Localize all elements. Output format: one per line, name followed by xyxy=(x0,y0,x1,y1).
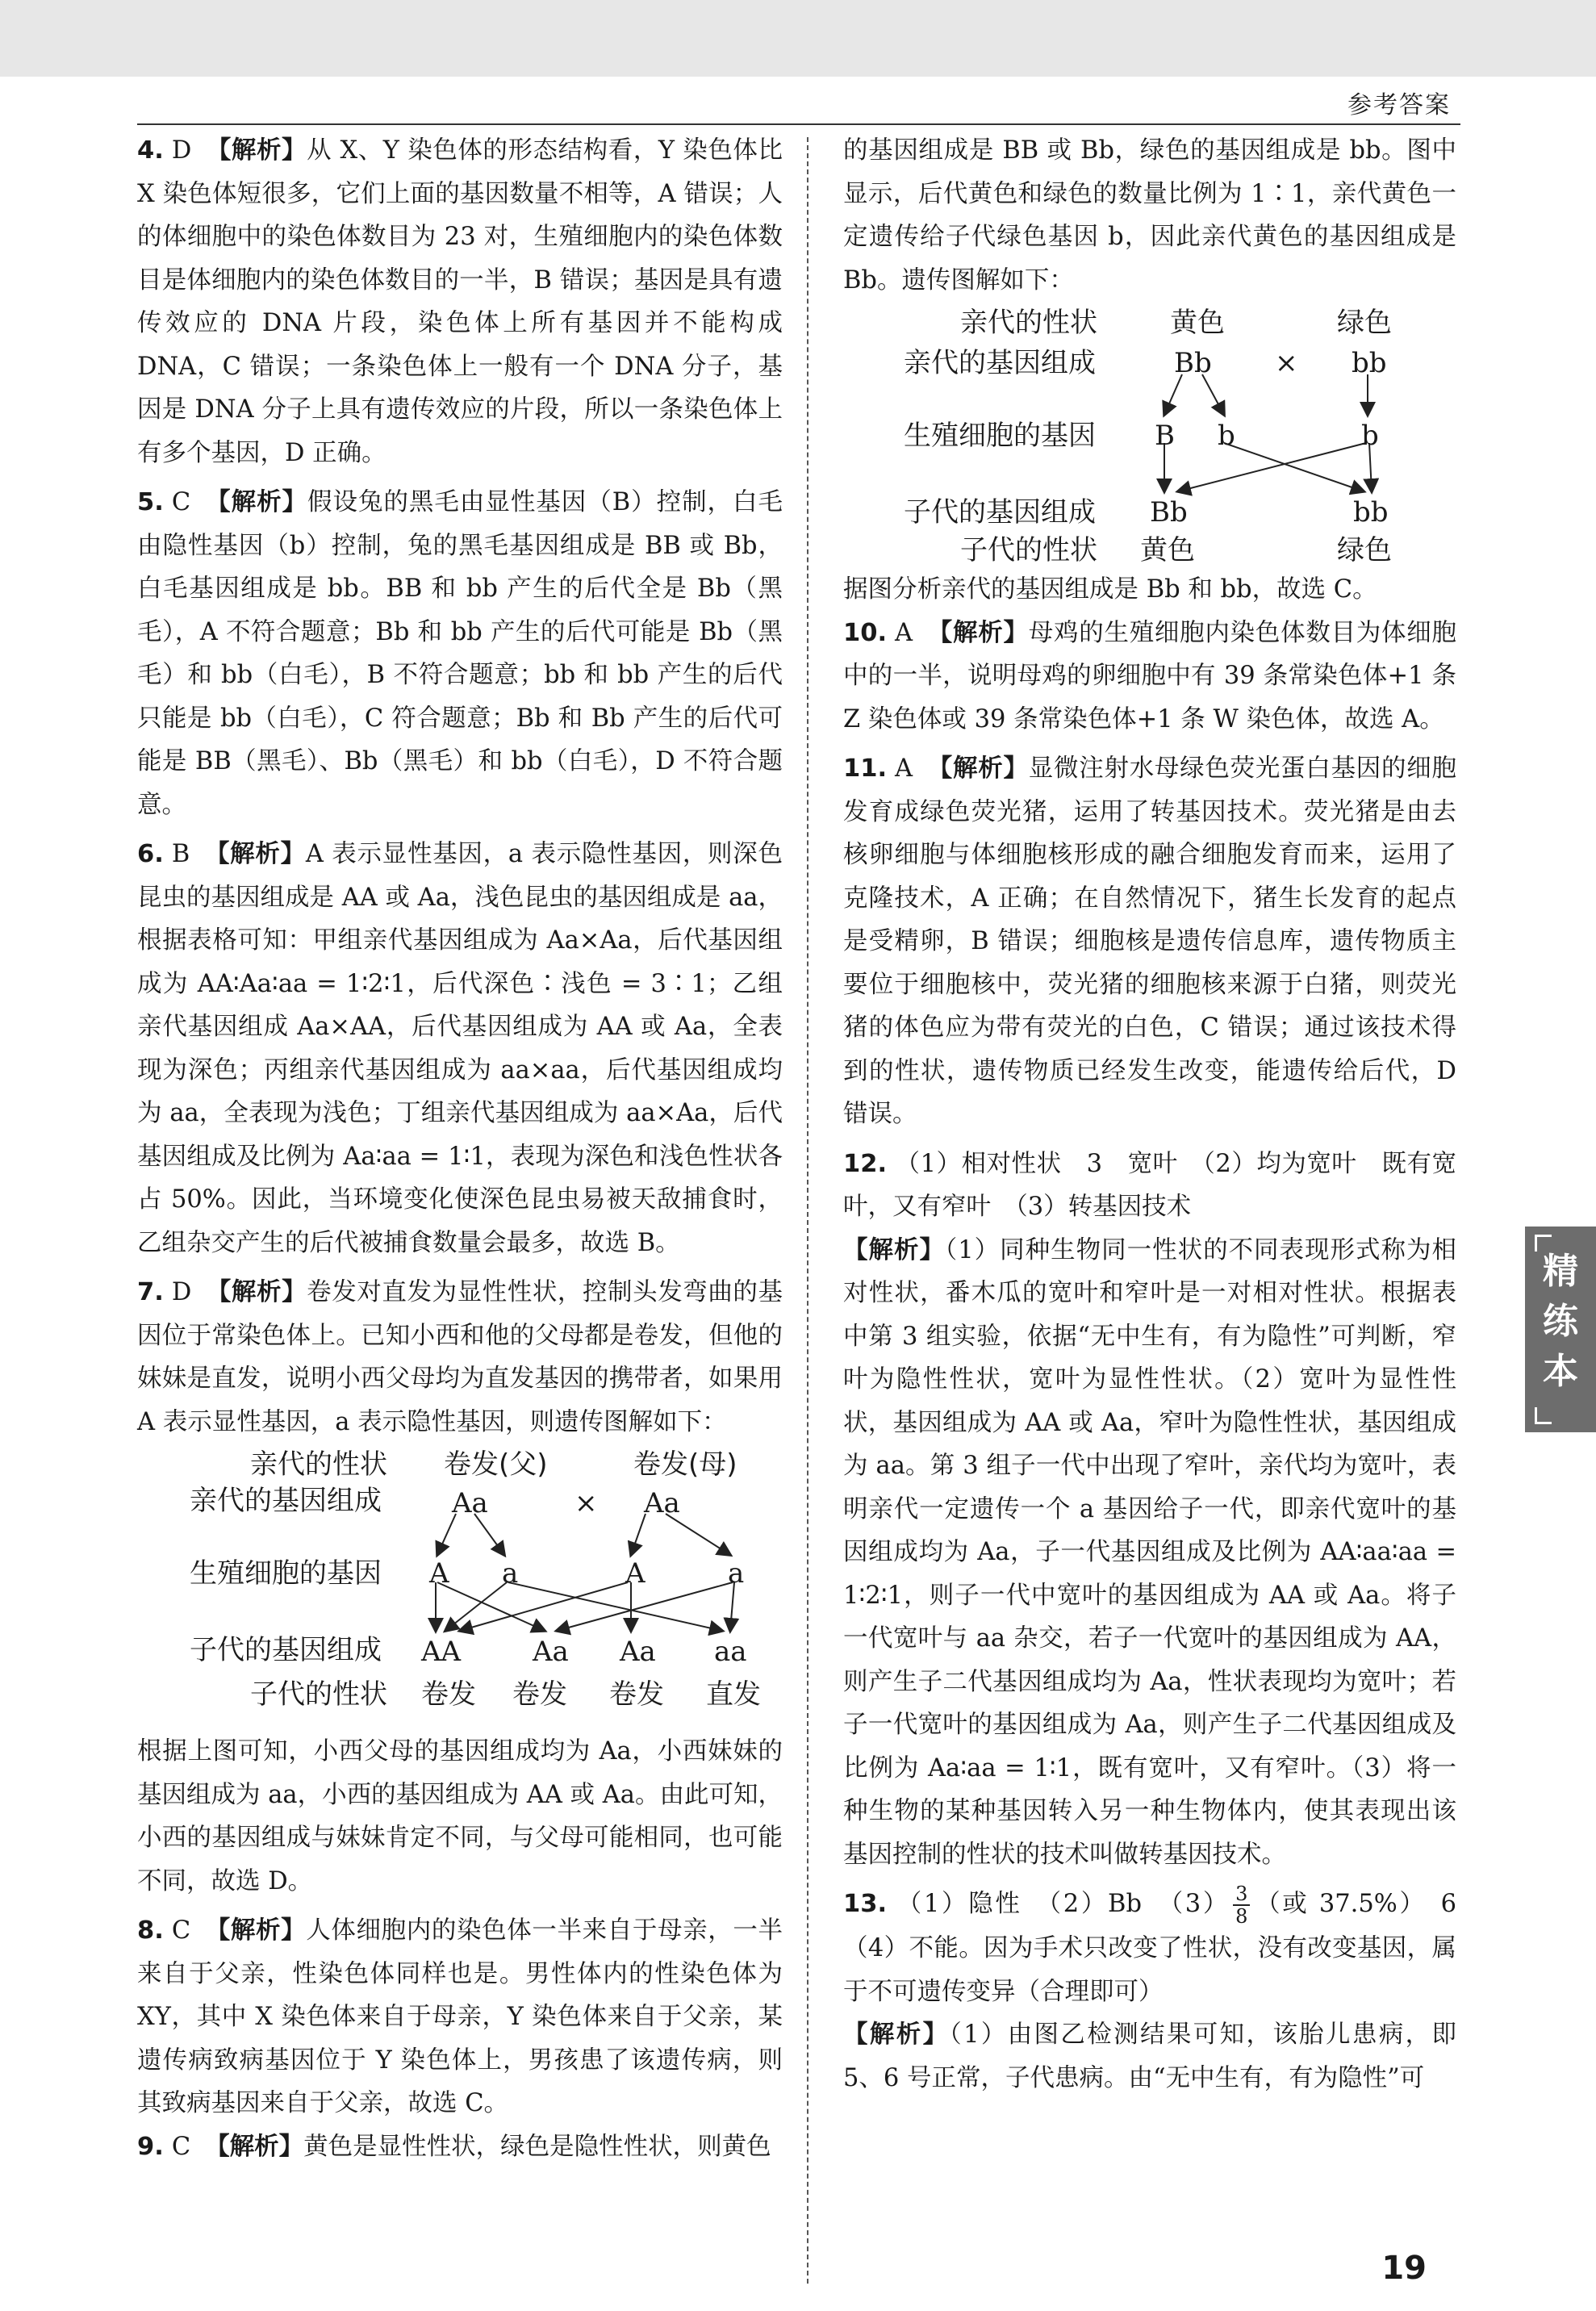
item-number: 11. xyxy=(843,754,888,783)
item-answer: D xyxy=(171,1278,192,1306)
item-number: 13. xyxy=(843,1890,888,1918)
item-text: 根据上图可知，小西父母的基因组成均为 Aa，小西妹妹的基因组成为 aa，小西的基因组成为 AA 或 Aa。由此可知，小西的基因组成与妹妹肯定不同，与父母可能相同，也可能不同，故选 D。 xyxy=(137,1737,783,1895)
item-number: 5. xyxy=(137,488,164,516)
gamete: b xyxy=(1218,420,1235,452)
answer-item-7-conclusion xyxy=(137,1730,783,1903)
row-label: 生殖细胞的基因 xyxy=(190,1557,382,1590)
item-text: （1）由图乙检测结果可知，该胎儿患病，即 5、6 号正常，子代患病。由“无中生有，有为隐性”可 xyxy=(843,2021,1456,2092)
tab-bracket xyxy=(1535,1407,1552,1424)
inheritance-diagram-q9 xyxy=(843,302,1456,568)
parent-genotype: Bb xyxy=(1174,347,1212,379)
item-answer: B xyxy=(171,840,190,868)
answer-item-7 xyxy=(137,1271,783,1444)
answer-item-6 xyxy=(137,833,783,1264)
item-text: 黄色是显性性状，绿色是隐性性状，则黄色 xyxy=(303,2132,771,2161)
analysis-tag: 【解析】 xyxy=(843,1235,945,1264)
parent-trait: 卷发(母) xyxy=(633,1448,737,1481)
parent-trait: 卷发(父) xyxy=(444,1448,548,1481)
item-text: A 表示显性基因，a 表示隐性基因，则深色昆虫的基因组成是 AA 或 Aa，浅色昆虫的基因组成是 aa，根据表格可知：甲组亲代基因组成为 Aa×Aa，后代基因组成为 AA∶Aa∶aa = 1∶2∶1，后代深色∶浅色 = 3∶1；乙组亲代基因组成 Aa×AA，后代基因组成为 AA 或 Aa，全表现为深色；丙组亲代基因组成为 aa×aa，后代基因组成均为 aa，全表现为浅色；丁组亲代基因组成为 aa×Aa，后代基因组成及比例为 Aa∶aa = 1∶1，表现为深色和浅色性状各占 50%。因此，当环境变化使深色昆虫易被天敌捕食时，乙组杂交产生的后代被捕食数量会最多，故选 B。 xyxy=(137,840,783,1257)
item-answer: C xyxy=(171,488,191,516)
analysis-tag: 【解析】 xyxy=(206,136,307,165)
item-number: 4. xyxy=(137,136,164,165)
item-text: 从 X、Y 染色体的形态结构看，Y 染色体比 X 染色体短很多，它们上面的基因数量不相等，A 错误；人的体细胞中的染色体数目为 23 对，生殖细胞内的染色体数目是体细胞内的染色体数目的一半，B 错误；基因是具有遗传效应的 DNA 片段，染色体上所有基因并不能构成 DNA，C 错误；一条染色体上一般有一个 DNA 分子，基因是 DNA 分子上具有遗传效应的片段，所以一条染色体上有多个基因，D 正确。 xyxy=(137,136,783,467)
analysis-tag: 【解析】 xyxy=(206,1278,307,1306)
item-text: 卷发对直发为显性性状，控制头发弯曲的基因位于常染色体上。已知小西和他的父母都是卷发，但他的妹妹是直发，说明小西父母均为直发基因的携带者，如果用 A 表示显性基因，a 表示隐性基因，则遗传图解如下： xyxy=(137,1278,783,1436)
offspring-genotype: Bb xyxy=(1150,496,1188,529)
item-number: 9. xyxy=(137,2132,164,2161)
offspring-trait: 直发 xyxy=(706,1678,761,1711)
item-number: 12. xyxy=(843,1149,888,1178)
answer-item-9 xyxy=(137,2125,783,2169)
header-label: 参考答案 xyxy=(1347,91,1451,119)
analysis-tag: 【解析】 xyxy=(843,2021,950,2049)
answer-item-9-conclusion xyxy=(843,568,1456,612)
analysis-tag: 【解析】 xyxy=(205,2132,304,2161)
item-text: 母鸡的生殖细胞内染色体数目为体细胞中的一半，说明母鸡的卵细胞中有 39 条常染色体+1 条 Z 染色体或 39 条常染色体+1 条 W 染色体，故选 A。 xyxy=(843,618,1457,733)
answer-item-9-continued xyxy=(843,129,1456,302)
row-label: 生殖细胞的基因 xyxy=(904,420,1096,452)
analysis-tag: 【解析】 xyxy=(205,488,308,516)
item-number: 10. xyxy=(843,618,888,647)
answer-item-5 xyxy=(137,481,783,826)
offspring-genotype: bb xyxy=(1353,496,1389,529)
item-number: 8. xyxy=(137,1916,164,1945)
fraction-numerator: 3 xyxy=(1233,1883,1250,1906)
offspring-genotype: Aa xyxy=(533,1636,569,1668)
item-text: 据图分析亲代的基因组成是 Bb 和 bb，故选 C。 xyxy=(843,575,1377,604)
item-number: 7. xyxy=(137,1278,164,1306)
item-answer: （1）相对性状 3 宽叶 （2）均为宽叶 既有宽叶，又有窄叶 （3）转基因技术 xyxy=(843,1149,1456,1221)
fraction-denominator: 8 xyxy=(1235,1905,1248,1928)
parent-trait: 黄色 xyxy=(1170,307,1225,339)
offspring-trait: 卷发 xyxy=(512,1678,567,1711)
answer-page xyxy=(0,77,1596,2311)
parent-trait: 绿色 xyxy=(1337,307,1392,339)
item-answer: C xyxy=(171,1916,191,1945)
column-divider xyxy=(807,137,808,2284)
page-number: 19 xyxy=(1381,2250,1427,2287)
cross-symbol: × xyxy=(574,1487,598,1519)
analysis-tag: 【解析】 xyxy=(927,618,1029,647)
item-text: 假设兔的黑毛由显性基因（B）控制，白毛由隐性基因（b）控制，兔的黑毛基因组成是 BB 或 Bb，白毛基因组成是 bb。BB 和 bb 产生的后代全是 Bb（黑毛），A 不符合题意；Bb 和 bb 产生的后代可能是 Bb（黑毛）和 bb（白毛），B 不符合题意；bb 和 bb 产生的后代只能是 bb（白毛），C 符合题意；Bb 和 Bb 产生的后代可能是 BB（黑毛）、Bb（黑毛）和 bb（白毛），D 不符合题意。 xyxy=(137,488,783,819)
answer-item-4 xyxy=(137,129,783,474)
section-tab-label: 精练本 xyxy=(1543,1251,1578,1392)
cross-line-3 xyxy=(1178,443,1366,491)
gamete: b xyxy=(1361,420,1379,452)
row-label: 亲代的基因组成 xyxy=(904,347,1096,379)
row-label: 子代的性状 xyxy=(960,534,1097,566)
offspring-genotype: AA xyxy=(421,1636,462,1668)
answer-item-10 xyxy=(843,612,1456,742)
cross-line-2 xyxy=(1224,443,1364,491)
analysis-tag: 【解析】 xyxy=(204,840,306,868)
answer-item-13 xyxy=(843,1883,1481,2100)
offspring-genotype: aa xyxy=(714,1636,747,1668)
item-answer: （1）隐性 （2）Bb （3） xyxy=(895,1890,1230,1918)
answer-item-11 xyxy=(843,747,1456,1136)
item-answer: A xyxy=(895,754,913,783)
analysis-tag: 【解析】 xyxy=(927,754,1029,783)
gamete: a xyxy=(728,1557,745,1590)
row-label: 亲代的性状 xyxy=(960,307,1097,339)
item-answer: D xyxy=(171,136,192,165)
row-label: 子代的性状 xyxy=(250,1678,387,1711)
item-text: 的基因组成是 BB 或 Bb，绿色的基因组成是 bb。图中显示，后代黄色和绿色的数量比例为 1∶1，亲代黄色一定遗传给子代绿色基因 b，因此亲代黄色的基因组成是 Bb。遗传图解如下： xyxy=(843,136,1456,295)
answer-item-8 xyxy=(137,1909,783,2125)
cross-line-4 xyxy=(508,1582,722,1631)
parent-genotype: bb xyxy=(1352,347,1387,379)
row-label: 子代的基因组成 xyxy=(190,1634,382,1666)
item-answer: C xyxy=(171,2132,191,2161)
row-label: 子代的基因组成 xyxy=(904,496,1096,529)
parent-genotype: Aa xyxy=(452,1487,488,1519)
gamete: A xyxy=(625,1557,646,1590)
offspring-trait: 卷发 xyxy=(609,1678,664,1711)
offspring-trait: 绿色 xyxy=(1337,534,1392,566)
gamete: A xyxy=(429,1557,449,1590)
answer-item-12 xyxy=(843,1143,1456,1877)
item-number: 6. xyxy=(137,840,164,868)
tab-bracket xyxy=(1535,1235,1552,1252)
item-text: （1）同种生物同一性状的不同表现形式称为相对性状，番木瓜的宽叶和窄叶是一对相对性状。根据表中第 3 组实验，依据“无中生有，有为隐性”可判断，窄叶为隐性性状，宽叶为显性性状。（2）宽叶为显性性状，基因组成为 AA 或 Aa，窄叶为隐性性状，基因组成为 aa。第 3 组子一代中出现了窄叶，亲代均为宽叶，表明亲代一定遗传一个 a 基因给子一代，即亲代宽叶的基因组成均为 Aa，子一代基因组成及比例为 AA∶aa∶aa = 1∶2∶1，则子一代中宽叶的基因组成为 AA 或 Aa。将子一代宽叶与 aa 杂交，若子一代宽叶的基因组成为 AA，则产生子二代基因组成均为 Aa，性状表现均为宽叶；若子一代宽叶的基因组成为 Aa，则产生子二代基因组成及比例为 Aa∶aa = 1∶1，既有宽叶，又有窄叶。（3）将一种生物的某种基因转入另一种生物体内，使其表现出该基因控制的性状的技术叫做转基因技术。 xyxy=(843,1235,1457,1869)
cross-symbol: × xyxy=(1275,347,1298,379)
item-text: 人体细胞内的染色体一半来自于母亲，一半来自于父亲，性染色体同样也是。男性体内的性染色体为 XY，其中 X 染色体来自于母亲，Y 染色体来自于父亲，某遗传病致病基因位于 Y 染色体上，男孩患了该遗传病，则其致病基因来自于父亲，故选 C。 xyxy=(137,1916,783,2117)
item-answer: A xyxy=(895,618,913,647)
header-rule xyxy=(137,123,1460,125)
row-label: 亲代的性状 xyxy=(250,1448,387,1481)
offspring-trait: 卷发 xyxy=(421,1678,476,1711)
offspring-trait: 黄色 xyxy=(1140,534,1195,566)
analysis-tag: 【解析】 xyxy=(205,1916,307,1945)
left-column xyxy=(137,129,783,2168)
gamete: B xyxy=(1155,420,1175,452)
row-label: 亲代的基因组成 xyxy=(190,1485,382,1517)
offspring-genotype: Aa xyxy=(620,1636,656,1668)
right-column xyxy=(843,129,1481,2100)
item-answer: （或 37.5%） 6 （4）不能。因为手术只改变了性状，没有改变基因，属于不可遗传变异（合理即可） xyxy=(843,1890,1481,2006)
item-text: 显微注射水母绿色荧光蛋白基因的细胞发育成绿色荧光猪，运用了转基因技术。荧光猪是由去核卵细胞与体细胞核形成的融合细胞发育而来，运用了克隆技术，A 正确；在自然情况下，猪生长发育的起点是受精卵，B 错误；细胞核是遗传信息库，遗传物质主要位于细胞核中，荧光猪的细胞核来源于白猪，则荧光猪的体色应为带有荧光的白色，C 错误；通过该技术得到的性状，遗传物质已经发生改变，能遗传给后代，D 错误。 xyxy=(843,754,1457,1128)
fraction xyxy=(1233,1883,1250,1927)
section-tab xyxy=(1525,1227,1596,1432)
parent-genotype: Aa xyxy=(644,1487,680,1519)
gamete: a xyxy=(502,1557,519,1590)
inheritance-diagram-q7 xyxy=(137,1444,783,1730)
